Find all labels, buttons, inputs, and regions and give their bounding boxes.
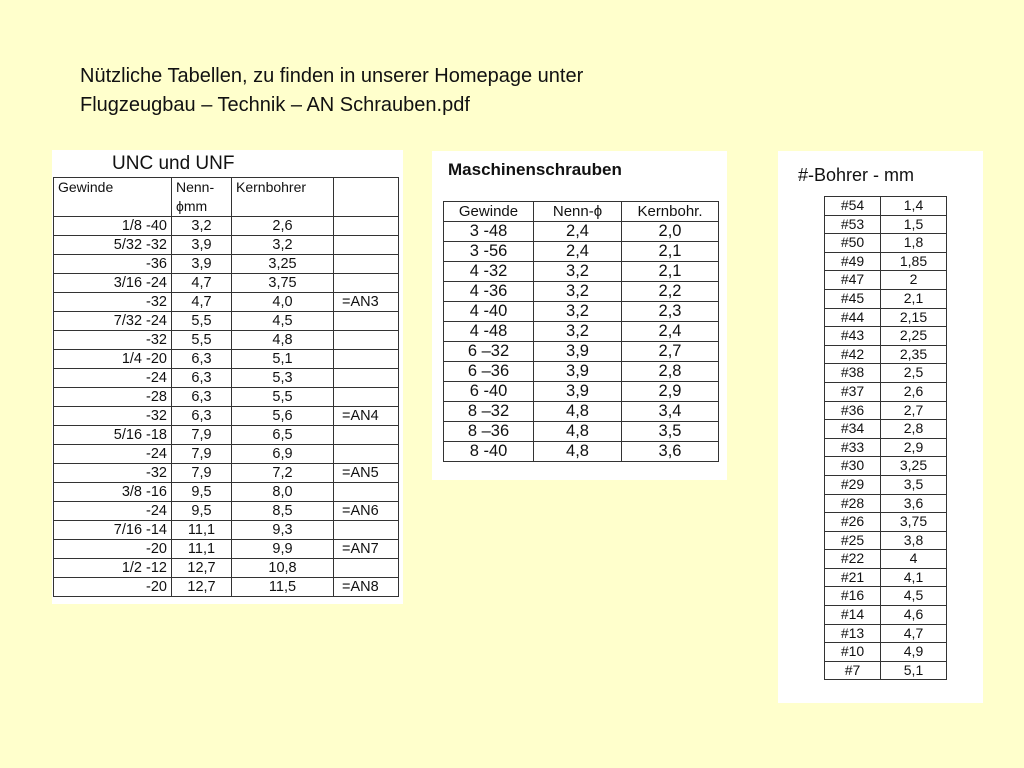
maschinen-cell: 4,8 xyxy=(534,442,622,462)
unc-cell: 9,5 xyxy=(172,502,232,521)
unc-table-row xyxy=(54,540,399,559)
maschinen-cell: 3,9 xyxy=(534,382,622,402)
bohrer-table-row xyxy=(825,531,947,550)
unc-cell: =AN7 xyxy=(334,540,399,559)
unc-cell: 6,9 xyxy=(232,445,334,464)
unc-cell xyxy=(334,274,399,293)
maschinen-cell: 4 -40 xyxy=(444,302,534,322)
unc-cell: 3,25 xyxy=(232,255,334,274)
unc-cell xyxy=(334,483,399,502)
unc-cell: -32 xyxy=(54,464,172,483)
unc-cell: 1/4 -20 xyxy=(54,350,172,369)
bohrer-cell: #33 xyxy=(825,438,881,457)
unc-cell: 5,3 xyxy=(232,369,334,388)
bohrer-table-row xyxy=(825,327,947,346)
unc-table-row xyxy=(54,369,399,388)
unc-cell: 9,3 xyxy=(232,521,334,540)
maschinen-table xyxy=(443,201,719,462)
bohrer-cell: 3,75 xyxy=(881,513,947,532)
maschinen-table-row xyxy=(444,242,719,262)
unc-table-row xyxy=(54,255,399,274)
bohrer-cell: #37 xyxy=(825,382,881,401)
maschinen-cell: 3 -56 xyxy=(444,242,534,262)
maschinen-header-cell: Kernbohr. xyxy=(622,202,719,222)
maschinen-cell: 8 -40 xyxy=(444,442,534,462)
unc-cell: 9,5 xyxy=(172,483,232,502)
unc-table-row xyxy=(54,445,399,464)
unc-cell: 3,2 xyxy=(172,217,232,236)
unc-table-row xyxy=(54,578,399,597)
unc-table-row xyxy=(54,274,399,293)
unc-cell: -24 xyxy=(54,502,172,521)
maschinen-cell: 4,8 xyxy=(534,422,622,442)
unc-cell: 4,8 xyxy=(232,331,334,350)
bohrer-cell: #22 xyxy=(825,550,881,569)
maschinen-cell: 2,4 xyxy=(534,242,622,262)
maschinen-table-row xyxy=(444,262,719,282)
maschinenschrauben-table-panel xyxy=(432,151,727,480)
bohrer-table-row xyxy=(825,643,947,662)
unc-table-row xyxy=(54,521,399,540)
unc-table-row xyxy=(54,407,399,426)
unc-cell: 7,9 xyxy=(172,445,232,464)
bohrer-cell: 2,9 xyxy=(881,438,947,457)
unc-cell: 4,7 xyxy=(172,293,232,312)
unc-cell: 10,8 xyxy=(232,559,334,578)
maschinen-cell: 6 -40 xyxy=(444,382,534,402)
maschinen-cell: 3 -48 xyxy=(444,222,534,242)
maschinen-cell: 6 –36 xyxy=(444,362,534,382)
maschinen-cell: 2,9 xyxy=(622,382,719,402)
unc-cell xyxy=(334,331,399,350)
bohrer-table-row xyxy=(825,289,947,308)
maschinen-cell: 2,4 xyxy=(622,322,719,342)
maschinen-cell: 2,3 xyxy=(622,302,719,322)
bohrer-table-row xyxy=(825,271,947,290)
unc-cell: 6,3 xyxy=(172,369,232,388)
bohrer-table-row xyxy=(825,606,947,625)
maschinen-table-row xyxy=(444,362,719,382)
bohrer-cell: #7 xyxy=(825,661,881,680)
bohrer-cell: 2,6 xyxy=(881,382,947,401)
bohrer-table-row xyxy=(825,364,947,383)
unc-cell: 5,5 xyxy=(232,388,334,407)
bohrer-cell: #29 xyxy=(825,475,881,494)
bohrer-cell: #43 xyxy=(825,327,881,346)
bohrer-table-row xyxy=(825,624,947,643)
unc-cell: 4,5 xyxy=(232,312,334,331)
unc-cell: 5,5 xyxy=(172,331,232,350)
bohrer-cell: 3,6 xyxy=(881,494,947,513)
bohrer-cell: #34 xyxy=(825,420,881,439)
bohrer-cell: 2,5 xyxy=(881,364,947,383)
maschinen-header-cell: Gewinde xyxy=(444,202,534,222)
maschinen-table-row xyxy=(444,282,719,302)
bohrer-table-row xyxy=(825,252,947,271)
unc-cell: =AN8 xyxy=(334,578,399,597)
maschinen-cell: 4 -36 xyxy=(444,282,534,302)
unc-cell: 3,9 xyxy=(172,255,232,274)
bohrer-cell: 2,7 xyxy=(881,401,947,420)
unc-cell: -24 xyxy=(54,369,172,388)
maschinen-cell: 3,2 xyxy=(534,302,622,322)
unc-cell: -20 xyxy=(54,540,172,559)
bohrer-table-panel xyxy=(778,151,983,703)
unc-table xyxy=(53,177,399,597)
bohrer-table-row xyxy=(825,234,947,253)
unc-cell: 6,3 xyxy=(172,407,232,426)
unc-cell: 8,0 xyxy=(232,483,334,502)
unc-cell: 11,1 xyxy=(172,521,232,540)
bohrer-cell: 3,25 xyxy=(881,457,947,476)
unc-cell xyxy=(334,312,399,331)
unc-cell: 6,5 xyxy=(232,426,334,445)
unc-table-row xyxy=(54,293,399,312)
unc-table-title: UNC und UNF xyxy=(112,153,235,174)
bohrer-table xyxy=(824,196,947,680)
unc-cell: -24 xyxy=(54,445,172,464)
unc-cell: -32 xyxy=(54,407,172,426)
unc-table-row xyxy=(54,502,399,521)
bohrer-table-row xyxy=(825,550,947,569)
bohrer-cell: 2,8 xyxy=(881,420,947,439)
maschinen-table-row xyxy=(444,322,719,342)
maschinen-cell: 2,7 xyxy=(622,342,719,362)
bohrer-table-row xyxy=(825,345,947,364)
unc-cell: 9,9 xyxy=(232,540,334,559)
unc-table-row xyxy=(54,464,399,483)
maschinen-table-row xyxy=(444,342,719,362)
unc-cell: 3/16 -24 xyxy=(54,274,172,293)
maschinen-header-cell: Nenn-ϕ xyxy=(534,202,622,222)
maschinen-cell: 3,6 xyxy=(622,442,719,462)
unc-table-row xyxy=(54,331,399,350)
unc-cell xyxy=(334,350,399,369)
maschinen-cell: 6 –32 xyxy=(444,342,534,362)
bohrer-cell: 1,5 xyxy=(881,215,947,234)
unc-cell: 3/8 -16 xyxy=(54,483,172,502)
unc-cell: 7/16 -14 xyxy=(54,521,172,540)
unc-cell: 5,1 xyxy=(232,350,334,369)
bohrer-cell: 4 xyxy=(881,550,947,569)
unc-cell: 12,7 xyxy=(172,559,232,578)
unc-cell: 3,9 xyxy=(172,236,232,255)
unc-header-cell xyxy=(334,178,399,217)
bohrer-table-row xyxy=(825,494,947,513)
unc-header-row xyxy=(54,178,399,217)
maschinen-cell: 2,4 xyxy=(534,222,622,242)
bohrer-cell: 2,1 xyxy=(881,289,947,308)
unc-table-row xyxy=(54,388,399,407)
unc-cell: 5/16 -18 xyxy=(54,426,172,445)
bohrer-table-row xyxy=(825,661,947,680)
unc-cell: 11,5 xyxy=(232,578,334,597)
maschinen-cell: 3,9 xyxy=(534,342,622,362)
unc-cell: -36 xyxy=(54,255,172,274)
bohrer-cell: #53 xyxy=(825,215,881,234)
maschinen-table-title: Maschinenschrauben xyxy=(448,160,622,179)
unc-cell: 7,9 xyxy=(172,464,232,483)
bohrer-cell: #16 xyxy=(825,587,881,606)
maschinen-cell: 3,2 xyxy=(534,282,622,302)
bohrer-cell: #36 xyxy=(825,401,881,420)
maschinen-cell: 3,2 xyxy=(534,262,622,282)
bohrer-table-row xyxy=(825,197,947,216)
maschinen-cell: 2,2 xyxy=(622,282,719,302)
unc-cell: 1/8 -40 xyxy=(54,217,172,236)
unc-table-row xyxy=(54,217,399,236)
unc-cell xyxy=(334,426,399,445)
unc-cell xyxy=(334,521,399,540)
unc-cell: 5/32 -32 xyxy=(54,236,172,255)
bohrer-cell: #38 xyxy=(825,364,881,383)
unc-cell: =AN6 xyxy=(334,502,399,521)
unc-cell: 5,6 xyxy=(232,407,334,426)
unc-unf-table-panel xyxy=(52,150,403,604)
maschinen-table-row xyxy=(444,302,719,322)
bohrer-table-row xyxy=(825,568,947,587)
bohrer-cell: 4,9 xyxy=(881,643,947,662)
unc-cell: 12,7 xyxy=(172,578,232,597)
unc-cell: 3,2 xyxy=(232,236,334,255)
unc-cell xyxy=(334,388,399,407)
maschinen-table-row xyxy=(444,402,719,422)
bohrer-cell: 4,7 xyxy=(881,624,947,643)
unc-cell: 1/2 -12 xyxy=(54,559,172,578)
maschinen-table-row xyxy=(444,382,719,402)
bohrer-cell: #28 xyxy=(825,494,881,513)
unc-table-row xyxy=(54,350,399,369)
maschinen-table-row xyxy=(444,442,719,462)
unc-cell: 7,9 xyxy=(172,426,232,445)
unc-cell: 6,3 xyxy=(172,350,232,369)
unc-cell: 7,2 xyxy=(232,464,334,483)
unc-cell: 11,1 xyxy=(172,540,232,559)
maschinen-cell: 2,0 xyxy=(622,222,719,242)
unc-table-row xyxy=(54,426,399,445)
bohrer-cell: #10 xyxy=(825,643,881,662)
unc-cell xyxy=(334,217,399,236)
unc-cell: =AN5 xyxy=(334,464,399,483)
maschinen-cell: 4,8 xyxy=(534,402,622,422)
bohrer-cell: #30 xyxy=(825,457,881,476)
unc-cell: 3,75 xyxy=(232,274,334,293)
unc-cell: 5,5 xyxy=(172,312,232,331)
maschinen-cell: 4 -48 xyxy=(444,322,534,342)
maschinen-table-row xyxy=(444,422,719,442)
unc-cell: 6,3 xyxy=(172,388,232,407)
bohrer-cell: #44 xyxy=(825,308,881,327)
unc-cell xyxy=(334,255,399,274)
bohrer-cell: 3,8 xyxy=(881,531,947,550)
bohrer-cell: 1,85 xyxy=(881,252,947,271)
maschinen-cell: 8 –32 xyxy=(444,402,534,422)
bohrer-table-row xyxy=(825,215,947,234)
unc-header-cell: Nenn- ϕmm xyxy=(172,178,232,217)
bohrer-table-row xyxy=(825,475,947,494)
bohrer-cell: 2,15 xyxy=(881,308,947,327)
bohrer-cell: 4,5 xyxy=(881,587,947,606)
bohrer-cell: #42 xyxy=(825,345,881,364)
unc-cell: 8,5 xyxy=(232,502,334,521)
bohrer-cell: #25 xyxy=(825,531,881,550)
bohrer-table-row xyxy=(825,513,947,532)
bohrer-table-row xyxy=(825,382,947,401)
maschinen-header-row xyxy=(444,202,719,222)
unc-table-row xyxy=(54,312,399,331)
bohrer-table-row xyxy=(825,587,947,606)
unc-cell: 4,7 xyxy=(172,274,232,293)
bohrer-cell: #49 xyxy=(825,252,881,271)
maschinen-cell: 3,4 xyxy=(622,402,719,422)
unc-cell xyxy=(334,445,399,464)
bohrer-table-row xyxy=(825,457,947,476)
unc-cell xyxy=(334,236,399,255)
bohrer-cell: 5,1 xyxy=(881,661,947,680)
unc-table-row xyxy=(54,483,399,502)
unc-cell: 2,6 xyxy=(232,217,334,236)
unc-header-cell: Kernbohrer xyxy=(232,178,334,217)
bohrer-cell: #54 xyxy=(825,197,881,216)
bohrer-cell: #13 xyxy=(825,624,881,643)
unc-cell: 7/32 -24 xyxy=(54,312,172,331)
bohrer-cell: 4,6 xyxy=(881,606,947,625)
maschinen-cell: 3,9 xyxy=(534,362,622,382)
unc-cell: -32 xyxy=(54,331,172,350)
unc-cell: =AN3 xyxy=(334,293,399,312)
unc-cell: -28 xyxy=(54,388,172,407)
maschinen-cell: 2,1 xyxy=(622,262,719,282)
bohrer-cell: #50 xyxy=(825,234,881,253)
maschinen-cell: 3,2 xyxy=(534,322,622,342)
unc-cell xyxy=(334,559,399,578)
bohrer-table-title: #-Bohrer - mm xyxy=(798,165,915,185)
maschinen-table-row xyxy=(444,222,719,242)
bohrer-table-row xyxy=(825,308,947,327)
maschinen-cell: 2,1 xyxy=(622,242,719,262)
unc-table-row xyxy=(54,236,399,255)
unc-cell: -32 xyxy=(54,293,172,312)
bohrer-table-row xyxy=(825,438,947,457)
bohrer-cell: 2,35 xyxy=(881,345,947,364)
heading-line-1: Nützliche Tabellen, zu finden in unserer Homepage unter xyxy=(80,65,584,87)
bohrer-table-row xyxy=(825,420,947,439)
maschinen-cell: 3,5 xyxy=(622,422,719,442)
bohrer-cell: #45 xyxy=(825,289,881,308)
bohrer-cell: 4,1 xyxy=(881,568,947,587)
bohrer-cell: 1,4 xyxy=(881,197,947,216)
maschinen-cell: 4 -32 xyxy=(444,262,534,282)
bohrer-cell: #26 xyxy=(825,513,881,532)
unc-table-row xyxy=(54,559,399,578)
bohrer-cell: #14 xyxy=(825,606,881,625)
maschinen-cell: 2,8 xyxy=(622,362,719,382)
unc-header-cell: Gewinde xyxy=(54,178,172,217)
bohrer-cell: 2 xyxy=(881,271,947,290)
bohrer-cell: #47 xyxy=(825,271,881,290)
bohrer-cell: 2,25 xyxy=(881,327,947,346)
bohrer-cell: 1,8 xyxy=(881,234,947,253)
page-heading xyxy=(80,62,583,120)
unc-cell: -20 xyxy=(54,578,172,597)
bohrer-cell: #21 xyxy=(825,568,881,587)
bohrer-cell: 3,5 xyxy=(881,475,947,494)
heading-line-2: Flugzeugbau – Technik – AN Schrauben.pdf xyxy=(80,94,470,116)
unc-cell: 4,0 xyxy=(232,293,334,312)
unc-cell: =AN4 xyxy=(334,407,399,426)
bohrer-table-row xyxy=(825,401,947,420)
maschinen-cell: 8 –36 xyxy=(444,422,534,442)
unc-cell xyxy=(334,369,399,388)
